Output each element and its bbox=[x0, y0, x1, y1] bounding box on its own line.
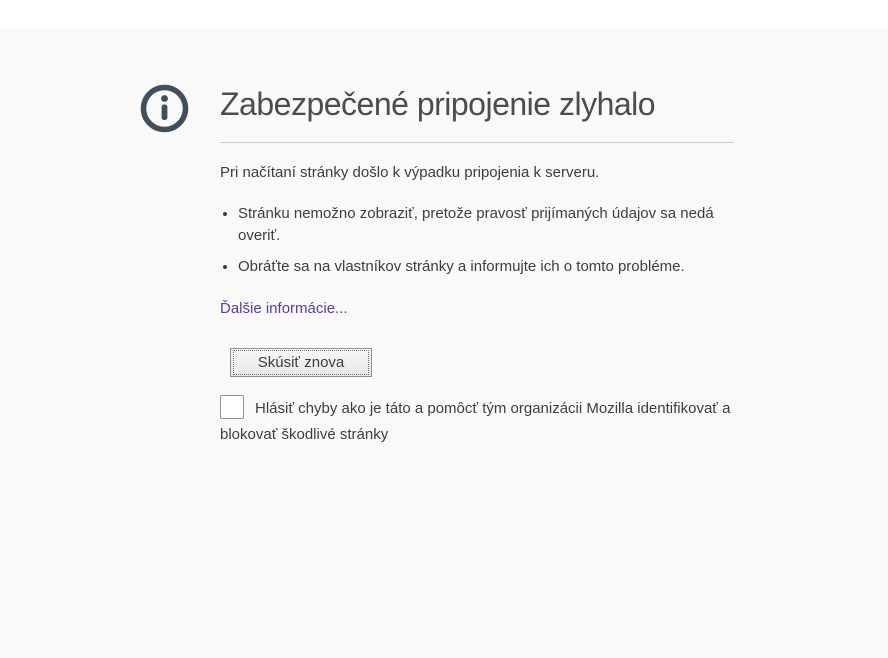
error-description: Pri načítaní stránky došlo k výpadku pripojenia k serveru. bbox=[220, 164, 600, 181]
report-error-checkbox[interactable] bbox=[220, 395, 244, 419]
error-bullet-list bbox=[220, 203, 734, 278]
report-error-label[interactable]: Hlásiť chyby ako je táto a pomôcť tým organizácii Mozilla identifikovať a blokovať škodlivé stránky bbox=[220, 400, 731, 443]
error-page-container bbox=[220, 83, 734, 448]
info-icon bbox=[140, 84, 189, 133]
learn-more-link[interactable]: Ďalšie informácie... bbox=[220, 300, 348, 317]
retry-button[interactable]: Skúsiť znova bbox=[230, 348, 372, 377]
report-error-row bbox=[220, 395, 740, 448]
error-title: Zabezpečené pripojenie zlyhalo bbox=[220, 83, 734, 143]
error-bullet-item: • Obráťte sa na vlastníkov stránky a informujte ich o tomto probléme. bbox=[238, 256, 734, 278]
button-row bbox=[220, 348, 734, 377]
content-top-strip bbox=[0, 0, 888, 28]
error-bullet-item: • Stránku nemožno zobraziť, pretože pravosť prijímaných údajov sa nedá overiť. bbox=[238, 203, 734, 247]
